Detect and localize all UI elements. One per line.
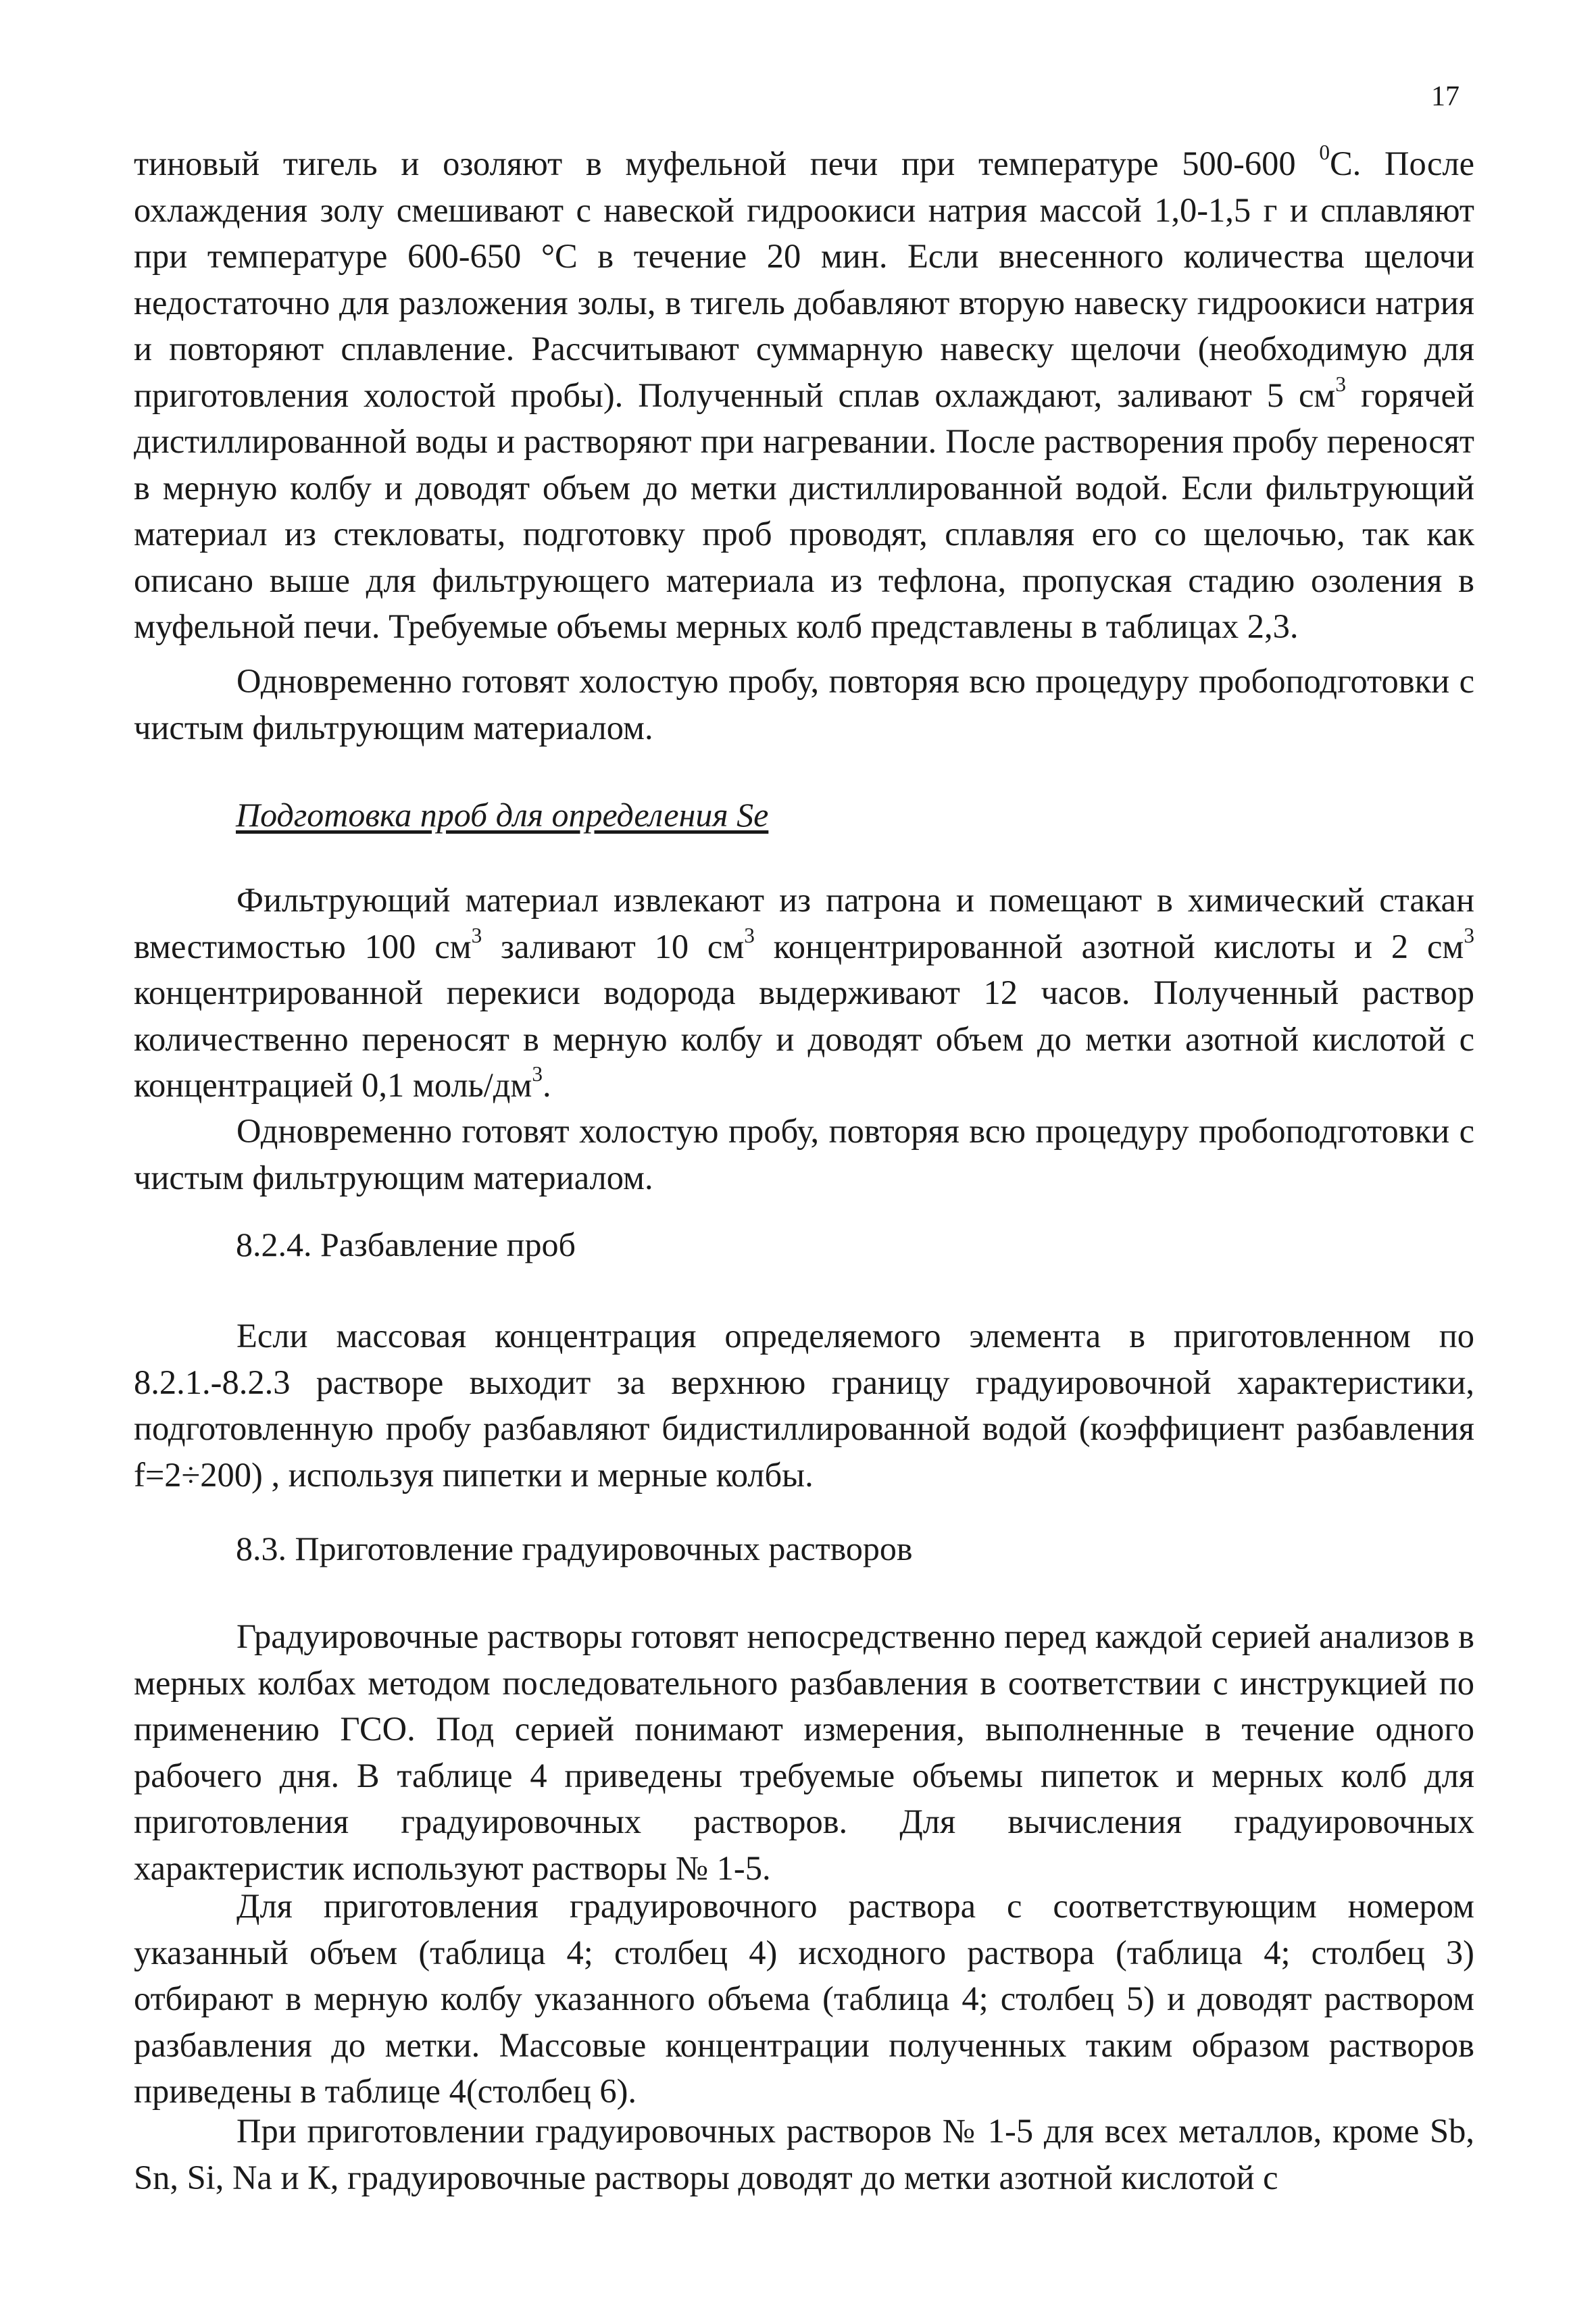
- heading-text: 8.3. Приготовление градуировочных растворов: [236, 1530, 913, 1567]
- text-run: тиновый тигель и озоляют в муфельной печи при температуре 500-600: [134, 145, 1320, 182]
- text-run: .: [543, 1066, 551, 1104]
- paragraph-text: Для приготовления градуировочного раствора с соответствующим номером указанный объем (таблица 4; столбец 4) исходного раствора (таблица 4; столбец 3) отбирают в мерную колбу указанного объема (таблица 4; столбец 5) и доводят раствором разбавления до метки. Массовые концентрации полученных таким образом растворов приведены в таблице 4(столбец 6).: [134, 1887, 1474, 2110]
- superscript: 3: [1464, 923, 1474, 947]
- text-run: С. После охлаждения золу смешивают с навеской гидроокиси натрия массой 1,0-1,5 г и сплавляют при температуре 600-650 °С в течение 20 мин. Если внесенного количества щелочи недостаточно для разложения золы, в тигель добавляют вторую навеску гидроокиси натрия и повторяют сплавление. Рассчитывают суммарную навеску щелочи (необходимую для приготовления холостой пробы). Полученный сплав охлаждают, заливают 5 см: [134, 145, 1474, 414]
- paragraph-blank-sample-1: [134, 658, 1474, 751]
- paragraph-text: Одновременно готовят холостую пробу, повторяя всю процедуру пробоподготовки с чистым фильтрующим материалом.: [134, 662, 1474, 747]
- section-heading-calibration: [236, 1528, 912, 1569]
- superscript: 0: [1319, 141, 1330, 165]
- superscript: 3: [744, 923, 755, 947]
- superscript: 3: [471, 923, 482, 947]
- paragraph-text: Одновременно готовят холостую пробу, повторяя всю процедуру пробоподготовки с чистым фильтрующим материалом.: [134, 1112, 1474, 1197]
- text-run: заливают 10 см: [482, 927, 745, 965]
- text-run: Фильтрующий материал извлекают из патрона и помещают в химический стакан вместимостью 100 см: [134, 881, 1474, 965]
- paragraph-text: [134, 141, 1474, 650]
- paragraph-blank-sample-2: [134, 1108, 1474, 1201]
- section-subtitle-se: [236, 795, 768, 835]
- paragraph-calibration-intro: [134, 1613, 1474, 1891]
- page-number: 17: [1431, 81, 1460, 112]
- paragraph-text: При приготовлении градуировочных растворов № 1-5 для всех металлов, кроме Sb, Sn, Si, Na и К, градуировочные растворы доводят до метки азотной кислотой с: [134, 2112, 1474, 2196]
- heading-text: 8.2.4. Разбавление проб: [236, 1226, 576, 1263]
- paragraph-calibration-procedure: [134, 1883, 1474, 2115]
- paragraph-dilution: [134, 1313, 1474, 1498]
- subtitle-text: Подготовка проб для определения Se: [236, 796, 769, 834]
- text-run: горячей дистиллированной воды и растворяют при нагревании. После растворения пробу переносят в мерную колбу и доводят объем до метки дистиллированной водой. Если фильтрующий материал из стекловаты, подготовку проб проводят, сплавляя его со щелочью, так как описано выше для фильтрующего материала из тефлона, пропуская стадию озоления в муфельной печи. Требуемые объемы мерных колб представлены в таблицах 2,3.: [134, 376, 1474, 645]
- paragraph-se-preparation: [134, 877, 1474, 1109]
- superscript: 3: [1335, 372, 1347, 396]
- text-run: концентрированной азотной кислоты и 2 см: [754, 927, 1464, 965]
- paragraph-text: [134, 877, 1474, 1109]
- paragraph-ashing-fusion: [134, 141, 1474, 650]
- paragraph-text: Градуировочные растворы готовят непосредственно перед каждой серией анализов в мерных колбах методом последовательного разбавления в соответствии с инструкцией по применению ГСО. Под серией понимают измерения, выполненные в течение одного рабочего дня. В таблице 4 приведены требуемые объемы пипеток и мерных колб для приготовления градуировочных растворов. Для вычисления градуировочных характеристик используют растворы № 1-5.: [134, 1617, 1474, 1887]
- superscript: 3: [532, 1062, 543, 1086]
- text-run: концентрированной перекиси водорода выдерживают 12 часов. Полученный раствор количественно переносят в мерную колбу и доводят объем до метки азотной кислотой с концентрацией 0,1 моль/дм: [134, 974, 1474, 1104]
- paragraph-text: Если массовая концентрация определяемого элемента в приготовленном по 8.2.1.-8.2.3 растворе выходит за верхнюю границу градуировочной характеристики, подготовленную пробу разбавляют бидистиллированной водой (коэффициент разбавления f=2÷200) , используя пипетки и мерные колбы.: [134, 1317, 1474, 1494]
- section-heading-dilution: [236, 1224, 576, 1265]
- paragraph-calibration-metals: [134, 2108, 1474, 2200]
